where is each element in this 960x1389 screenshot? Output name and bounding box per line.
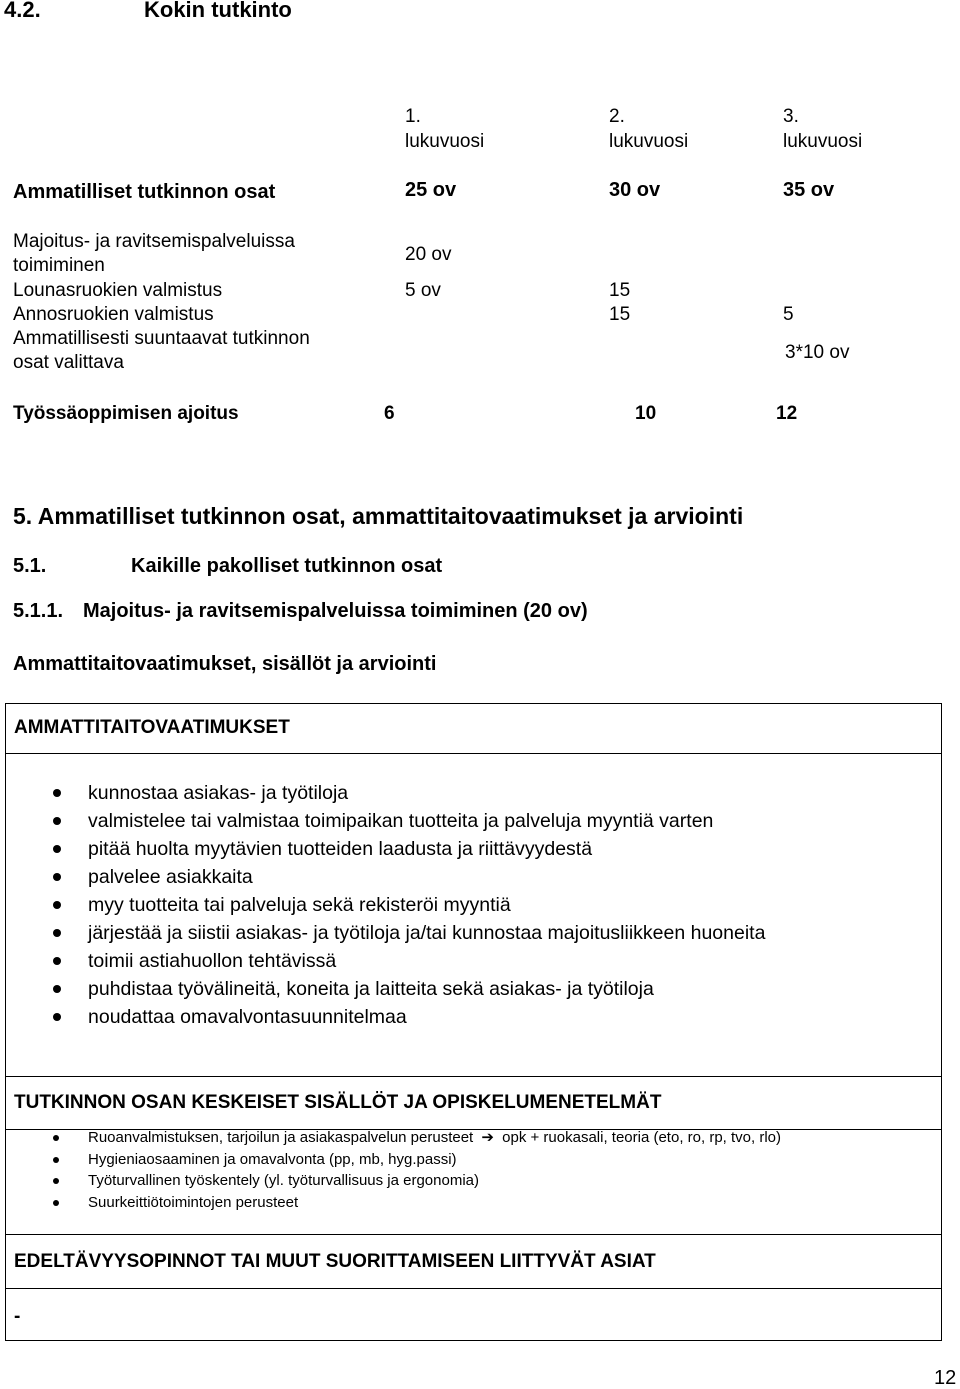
summary-year-1: 25 ov [405,179,457,201]
list-item: noudattaa omavalvontasuunnitelmaa [6,1003,765,1031]
row-value: 5 ov [405,280,441,301]
list-item: Suurkeittiötoimintojen perusteet [6,1192,781,1214]
contents-box [5,1077,942,1235]
chapter-heading: 5. Ammatilliset tutkinnon osat, ammattitaitovaatimukset ja arviointi [13,503,744,529]
subsection-title: Kaikille pakolliset tutkinnon osat [131,555,443,577]
contents-header: TUTKINNON OSAN KESKEISET SISÄLLÖT JA OPISKELUMENETELMÄT [14,1092,662,1113]
arrow-right-icon: ➔ [481,1129,494,1146]
row-label: Majoitus- ja ravitsemispalveluissa [13,231,295,252]
list-item-text: opk + ruokasali, teoria (eto, ro, rp, tvo, rlo) [502,1129,782,1146]
row-label: Lounasruokien valmistus [13,280,223,301]
list-item: toimii astiahuollon tehtävissä [6,947,765,975]
list-item: palvelee asiakkaita [6,863,765,891]
list-item [6,1127,781,1149]
year-1-number: 1. [405,106,421,127]
summary-year-2: 30 ov [609,179,661,201]
workplace-label: Työssäoppimisen ajoitus [13,403,239,424]
list-item: valmistelee tai valmistaa toimipaikan tuotteita ja palveluja myyntiä varten [6,807,765,835]
contents-list [6,1127,781,1213]
row-value: 15 [609,304,631,325]
summary-year-3: 35 ov [783,179,835,201]
prerequisites-header: EDELTÄVYYSOPINNOT TAI MUUT SUORITTAMISEEN LIITTYVÄT ASIAT [14,1251,656,1272]
list-item-text: Ruoanvalmistuksen, tarjoilun ja asiakaspalvelun perusteet [88,1129,474,1146]
year-2-label: lukuvuosi [609,131,689,152]
subsection-number: 5.1. [13,555,47,577]
module-title: Majoitus- ja ravitsemispalveluissa toimiminen (20 ov) [83,600,588,622]
year-3-label: lukuvuosi [783,131,863,152]
list-item: Työturvallinen työskentely (yl. työturvallisuus ja ergonomia) [6,1170,781,1192]
year-2-number: 2. [609,106,625,127]
list-item: järjestää ja siistii asiakas- ja työtiloja ja/tai kunnostaa majoitusliikkeen huoneita [6,919,765,947]
year-1-label: lukuvuosi [405,131,485,152]
section-number: 4.2. [4,0,41,22]
row-label: osat valittava [13,352,124,373]
row-value: 5 [783,304,794,325]
list-item: puhdistaa työvälineitä, koneita ja laitteita sekä asiakas- ja työtiloja [6,975,765,1003]
list-item: Hygieniaosaaminen ja omavalvonta (pp, mb, hyg.passi) [6,1149,781,1171]
page-number: 12 [934,1367,957,1389]
row-value: 3*10 ov [785,342,850,363]
requirements-box [5,703,942,1077]
summary-label: Ammatilliset tutkinnon osat [13,181,276,203]
list-item: kunnostaa asiakas- ja työtiloja [6,779,765,807]
row-value: 20 ov [405,244,452,265]
row-label: Annosruokien valmistus [13,304,214,325]
requirements-list [6,779,765,1031]
section-title: Kokin tutkinto [144,0,292,22]
prerequisites-body: - [14,1306,21,1327]
row-label: Ammatillisesti suuntaavat tutkinnon [13,328,310,349]
list-item: pitää huolta myytävien tuotteiden laadusta ja riittävyydestä [6,835,765,863]
module-number: 5.1.1. [13,600,64,622]
workplace-year-2: 10 [635,403,657,424]
module-subtitle: Ammattitaitovaatimukset, sisällöt ja arviointi [13,653,437,675]
workplace-year-1: 6 [384,403,395,424]
row-value: 15 [609,280,631,301]
workplace-year-3: 12 [776,403,798,424]
requirements-header: AMMATTITAITOVAATIMUKSET [14,717,290,738]
row-label: toimiminen [13,255,105,276]
year-3-number: 3. [783,106,799,127]
list-item: myy tuotteita tai palveluja sekä rekisteröi myyntiä [6,891,765,919]
prerequisites-box [5,1235,942,1341]
